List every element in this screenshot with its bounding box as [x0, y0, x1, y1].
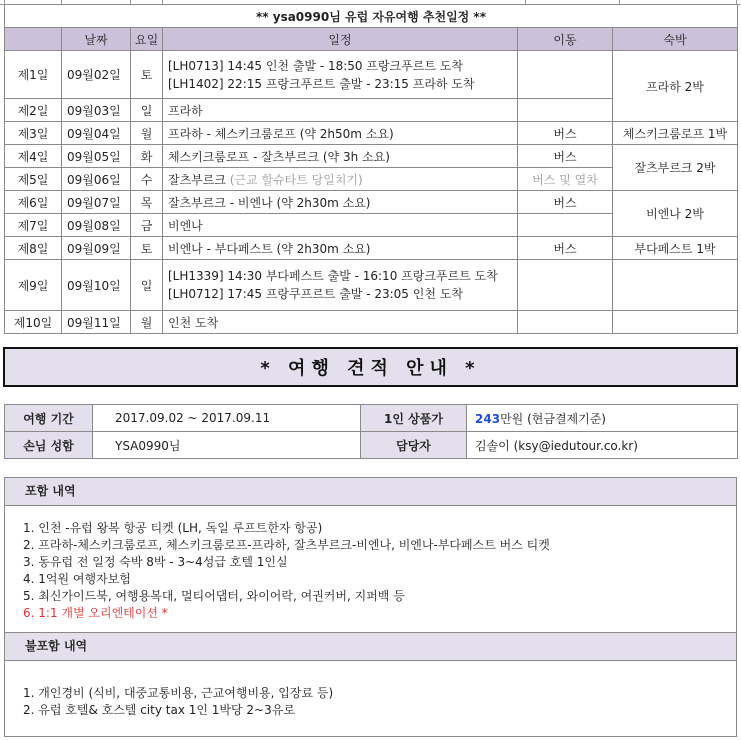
transport-cell: [518, 214, 613, 237]
plan-cell: [163, 260, 518, 311]
header-plan: 일정: [163, 28, 518, 51]
lodging-cell: 비엔나 2박: [613, 191, 738, 237]
weekday-cell: 화: [131, 145, 163, 168]
lodging-cell: 잘츠부르크 2박: [613, 145, 738, 191]
period-label: 여행 기간: [5, 405, 93, 432]
estimate-title: * 여행 견적 안내 *: [3, 347, 738, 387]
transport-cell: 버스 및 열차: [518, 168, 613, 191]
transport-cell: 버스: [518, 122, 613, 145]
date-cell: 09월05일: [62, 145, 131, 168]
transport-cell: [518, 99, 613, 122]
price-value: [467, 405, 738, 432]
manager-value: 김솔이 (ksy@iedutour.co.kr): [467, 432, 738, 459]
plan-line: [LH1339] 14:30 부다페스트 출발 - 16:10 프랑크푸르트 도착: [168, 269, 498, 283]
manager-label: 담당자: [361, 432, 467, 459]
header-lodging: 숙박: [613, 28, 738, 51]
period-value: 2017.09.02 ~ 2017.09.11: [93, 405, 361, 432]
plan-cell: [163, 168, 518, 191]
lodging-cell: 프라하 2박: [613, 51, 738, 122]
name-value: YSA0990님: [93, 432, 361, 459]
header-date: 날짜: [62, 28, 131, 51]
weekday-cell: 금: [131, 214, 163, 237]
estimate-info-table: [4, 404, 738, 459]
day-cell: 제7일: [5, 214, 62, 237]
transport-cell: [518, 311, 613, 334]
header-day: [5, 28, 62, 51]
plan-line: [LH0712] 17:45 프랑쿠프르트 출발 - 23:05 인천 도착: [168, 287, 463, 301]
date-cell: 09월10일: [62, 260, 131, 311]
weekday-cell: 수: [131, 168, 163, 191]
plan-note: (근교 할슈타트 당일치기): [229, 172, 363, 187]
table-row: [5, 311, 738, 334]
excluded-section: [4, 632, 737, 737]
transport-cell: [518, 51, 613, 99]
list-item-highlight: 6. 1:1 개별 오리엔테이션 *: [23, 606, 168, 620]
list-item: 1. 개인경비 (식비, 대중교통비용, 근교여행비용, 입장료 등): [23, 686, 334, 700]
list-item: 4. 1억원 여행자보험: [23, 572, 131, 586]
day-cell: 제3일: [5, 122, 62, 145]
plan-cell: 인천 도착: [163, 311, 518, 334]
weekday-cell: 일: [131, 99, 163, 122]
transport-cell: 버스: [518, 145, 613, 168]
table-row: [5, 145, 738, 168]
date-cell: 09월08일: [62, 214, 131, 237]
transport-cell: 버스: [518, 191, 613, 214]
plan-cell: [163, 51, 518, 99]
weekday-cell: 토: [131, 51, 163, 99]
lodging-cell: 체스키크룸로프 1박: [613, 122, 738, 145]
table-row: [5, 260, 738, 311]
name-label: 손님 성함: [5, 432, 93, 459]
date-cell: 09월07일: [62, 191, 131, 214]
day-cell: 제5일: [5, 168, 62, 191]
day-cell: 제6일: [5, 191, 62, 214]
date-cell: 09월04일: [62, 122, 131, 145]
weekday-cell: 목: [131, 191, 163, 214]
price-amount: 243: [475, 411, 501, 426]
list-item: 2. 유럽 호텔& 호스텔 city tax 1인 1박당 2~3유로: [23, 703, 295, 717]
header-weekday: 요일: [131, 28, 163, 51]
weekday-cell: 월: [131, 122, 163, 145]
transport-cell: [518, 260, 613, 311]
plan-main: 잘츠부르크: [168, 172, 226, 187]
included-section: [4, 477, 737, 635]
plan-cell: 비엔나: [163, 214, 518, 237]
lodging-cell: [613, 311, 738, 334]
list-item: 2. 프라하-체스키크룸로프, 체스키크룸로프-프라하, 잘츠부르크-비엔나, 비엔나-부다페스트 버스 티켓: [23, 538, 550, 552]
table-header-row: [5, 28, 738, 51]
header-transport: 이동: [518, 28, 613, 51]
included-list: [5, 506, 736, 622]
info-row-period: [5, 405, 738, 432]
date-cell: 09월11일: [62, 311, 131, 334]
info-row-customer: [5, 432, 738, 459]
plan-cell: 잘츠부르크 - 비엔나 (약 2h30m 소요): [163, 191, 518, 214]
excluded-title: 불포함 내역: [5, 633, 736, 661]
day-cell: 제4일: [5, 145, 62, 168]
date-cell: 09월06일: [62, 168, 131, 191]
table-row: [5, 122, 738, 145]
list-item: 3. 동유럽 전 일정 숙박 8박 - 3~4성급 호텔 1인실: [23, 555, 288, 569]
itinerary-table: [4, 4, 738, 334]
plan-cell: 비엔나 - 부다페스트 (약 2h30m 소요): [163, 237, 518, 260]
included-title: 포함 내역: [5, 478, 736, 506]
price-label: 1인 상품가: [361, 405, 467, 432]
day-cell: 제8일: [5, 237, 62, 260]
table-row: [5, 51, 738, 99]
transport-cell: 버스: [518, 237, 613, 260]
price-note: (현금결제기준): [527, 411, 606, 426]
table-row: [5, 191, 738, 214]
plan-cell: 체스키크룸로프 - 잘츠부르크 (약 3h 소요): [163, 145, 518, 168]
weekday-cell: 토: [131, 237, 163, 260]
plan-line: [LH1402] 22:15 프랑크푸르트 출발 - 23:15 프라하 도착: [168, 76, 475, 91]
day-cell: 제9일: [5, 260, 62, 311]
day-cell: 제2일: [5, 99, 62, 122]
table-row: [5, 237, 738, 260]
price-unit: 만원: [500, 411, 524, 426]
date-cell: 09월03일: [62, 99, 131, 122]
list-item: 5. 최신가이드북, 여행용복대, 멀티어댑터, 와이어락, 여권커버, 지퍼백 등: [23, 589, 405, 603]
itinerary-title: ** ysa0990님 유럽 자유여행 추천일정 **: [5, 5, 738, 28]
date-cell: 09월02일: [62, 51, 131, 99]
excluded-list: [5, 661, 736, 719]
list-item: 1. 인천 -유럽 왕복 항공 티켓 (LH, 독일 루프트한자 항공): [23, 521, 323, 535]
day-cell: 제10일: [5, 311, 62, 334]
day-cell: 제1일: [5, 51, 62, 99]
weekday-cell: 월: [131, 311, 163, 334]
date-cell: 09월09일: [62, 237, 131, 260]
lodging-cell: 부다페스트 1박: [613, 237, 738, 260]
plan-line: [LH0713] 14:45 인천 출발 - 18:50 프랑크푸르트 도착: [168, 58, 463, 73]
lodging-cell: [613, 260, 738, 311]
plan-cell: 프라하: [163, 99, 518, 122]
plan-cell: 프라하 - 체스키크룸로프 (약 2h50m 소요): [163, 122, 518, 145]
weekday-cell: 일: [131, 260, 163, 311]
